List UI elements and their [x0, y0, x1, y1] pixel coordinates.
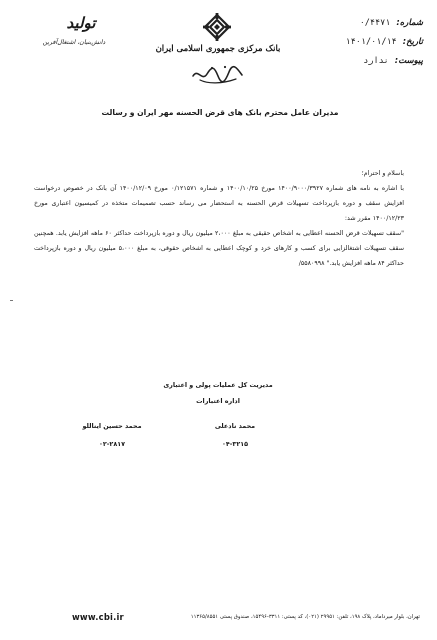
slogan-subtitle: دانش‌بنیان، اشتغال‌آفرین	[42, 39, 106, 46]
signer-left-code: ۰۲-۲۸۱۷	[98, 440, 126, 448]
body-paragraph-1: با اشاره به نامه های شماره ۱۴۰۰/۹۰۰۰/۳۹۲۷ مورخ ۱۴۰۰/۱۰/۲۵ و شماره ۰/۱۲۱۵۷۱ مورخ ۱۴۰۰/۱۲/۰۹ آن بانک در خصوص درخواست افزایش سقف و دوره بازپرداخت تسهیلات قرض الحسنه به استحضار می رساند حسب تصمیمات متخذه در کمیسیون اعتباری مورخ ۱۴۰۰/۱۲/۲۳ مقرر شد:	[34, 185, 404, 222]
letter-attachment-label: پیوست:	[394, 56, 423, 66]
body-paragraph-2: "سقف تسهیلات قرض الحسنه اعطایی به اشخاص حقیقی به مبلغ ۲،۰۰۰ میلیون ریال و دوره بازپرداخت حداکثر ۶۰ ماهه افزایش یابد. همچنین سقف تسهیلات اشتغالزایی برای کسب و کارهای خرد و کوچک اعطایی به اشخاص حقوقی، به مبلغ ۵،۰۰۰ میلیون ریال و دوره بازپرداخت حداکثر ۸۴ ماهه افزایش یابد." ۵۵۸۰۹۹۸/	[34, 230, 405, 267]
letter-attachment-value: ندارد	[363, 56, 389, 66]
fold-mark	[10, 300, 13, 301]
greeting: باسلام و احترام؛	[361, 170, 404, 177]
slogan-title: تولید	[66, 14, 96, 32]
letter-meta	[319, 14, 423, 71]
central-bank-emblem-icon	[203, 13, 231, 41]
signer-left	[62, 417, 162, 453]
recipient-heading: مدیران عامل محترم بانک های قرض الحسنه مهر ایران و رسالت	[101, 108, 339, 117]
letter-attachment-row	[319, 52, 423, 71]
bank-name: بانک مرکزی جمهوری اسلامی ایران	[155, 44, 281, 54]
letter-body	[34, 166, 404, 271]
letter-date-label: تاریخ:	[402, 37, 423, 47]
letter-date-row	[319, 33, 423, 52]
department-name: مدیریت کل عملیات پولی و اعتباری	[163, 381, 273, 389]
signer-right-code: ۰۴-۳۲۱۵	[221, 440, 249, 448]
signer-right	[190, 417, 280, 453]
footer-address: تهران، بلوار میرداماد، پلاک ۱۹۸، تلفن: ۲۹۹۵۱ (۰۲۱)، کد پستی: ۳۳۱۱-۱۵۴۹۶، صندوق پستی ۱۱۳۶۵/۸۵۵۱	[190, 614, 420, 620]
letter-date-value: ۱۴۰۱/۰۱/۱۴	[345, 37, 397, 47]
footer-website: www.cbi.ir	[72, 612, 124, 622]
signature-mark-icon	[190, 62, 246, 86]
department-block	[118, 377, 318, 409]
signer-left-name: محمد حسین ایناللو	[82, 422, 142, 430]
letter-number-label: شماره:	[396, 18, 423, 28]
letter-number-row	[319, 14, 423, 33]
office-name: اداره اعتبارات	[196, 397, 240, 405]
signer-right-name: محمد نادعلی	[214, 422, 256, 430]
letter-number-value: ۰/۴۴۷۱	[359, 18, 391, 28]
